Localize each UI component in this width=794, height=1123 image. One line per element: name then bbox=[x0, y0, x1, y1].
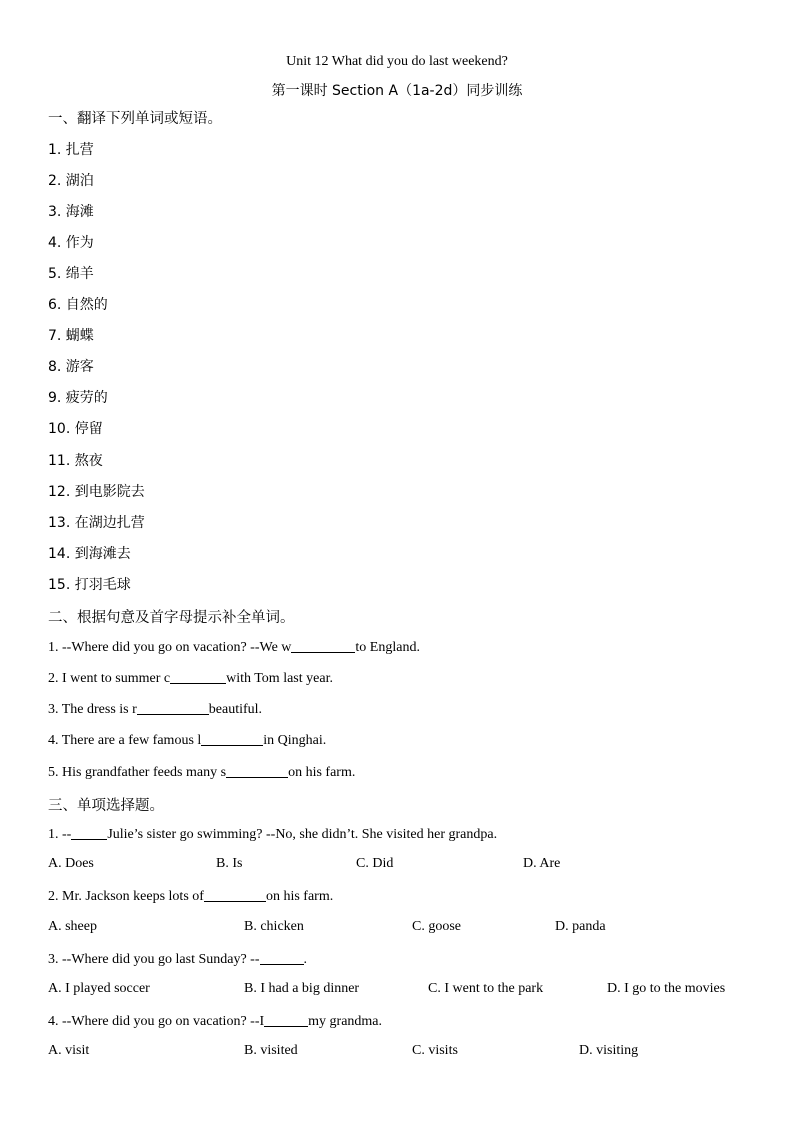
option-d[interactable]: D. Are bbox=[523, 856, 561, 871]
fill-item bbox=[48, 638, 420, 656]
option-a[interactable]: A. sheep bbox=[48, 919, 97, 934]
answer-blank[interactable] bbox=[264, 1012, 308, 1027]
question-text: on his farm. bbox=[265, 889, 334, 904]
answer-blank[interactable] bbox=[204, 887, 266, 902]
question-text: 3. --Where did you go last Sunday? -- bbox=[48, 952, 260, 967]
fill-item-text: with Tom last year. bbox=[226, 671, 333, 686]
option-a[interactable]: A. Does bbox=[48, 856, 94, 871]
answer-blank[interactable] bbox=[226, 763, 288, 778]
section1-heading: 一、翻译下列单词或短语。 bbox=[48, 111, 222, 127]
answer-blank[interactable] bbox=[201, 731, 263, 746]
vocab-item: 13. 在湖边扎营 bbox=[48, 515, 145, 531]
mc-question bbox=[48, 887, 333, 905]
mc-question bbox=[48, 950, 307, 968]
option-a[interactable]: A. visit bbox=[48, 1043, 90, 1058]
answer-blank[interactable] bbox=[291, 638, 355, 653]
vocab-item: 4. 作为 bbox=[48, 235, 94, 251]
answer-blank[interactable] bbox=[71, 825, 107, 840]
question-text: my grandma. bbox=[308, 1014, 383, 1029]
fill-item bbox=[48, 669, 333, 687]
vocab-item: 6. 自然的 bbox=[48, 297, 108, 313]
option-a[interactable]: A. I played soccer bbox=[48, 981, 150, 996]
fill-item-text: 1. --Where did you go on vacation? --We w bbox=[48, 640, 292, 655]
vocab-item: 9. 疲劳的 bbox=[48, 390, 108, 406]
option-b[interactable]: B. chicken bbox=[244, 919, 304, 934]
vocab-item: 15. 打羽毛球 bbox=[48, 577, 131, 593]
question-text: 1. -- bbox=[48, 827, 72, 842]
page-subtitle: 第一课时 Section A（1a-2d）同步训练 bbox=[271, 83, 523, 99]
vocab-item: 10. 停留 bbox=[48, 421, 103, 437]
question-text: . bbox=[303, 952, 307, 967]
fill-item bbox=[48, 731, 326, 749]
fill-item-text: to England. bbox=[355, 640, 420, 655]
vocab-item: 8. 游客 bbox=[48, 359, 94, 375]
option-c[interactable]: C. visits bbox=[412, 1043, 458, 1058]
vocab-item: 1. 扎营 bbox=[48, 142, 94, 158]
fill-item-text: 4. There are a few famous l bbox=[48, 733, 202, 748]
fill-item-text: 3. The dress is r bbox=[48, 702, 137, 717]
fill-item bbox=[48, 700, 262, 718]
answer-blank[interactable] bbox=[170, 669, 226, 684]
option-c[interactable]: C. Did bbox=[356, 856, 394, 871]
section3-heading: 三、单项选择题。 bbox=[48, 798, 164, 814]
vocab-item: 7. 蝴蝶 bbox=[48, 328, 94, 344]
option-b[interactable]: B. visited bbox=[244, 1043, 298, 1058]
vocab-item: 11. 熬夜 bbox=[48, 453, 103, 469]
option-b[interactable]: B. I had a big dinner bbox=[244, 981, 360, 996]
fill-item-text: beautiful. bbox=[208, 702, 263, 717]
question-text: Julie’s sister go swimming? --No, she didn’t. She visited her grandpa. bbox=[107, 827, 498, 842]
vocab-item: 14. 到海滩去 bbox=[48, 546, 131, 562]
fill-item-text: on his farm. bbox=[288, 765, 356, 780]
fill-item-text: 5. His grandfather feeds many s bbox=[48, 765, 227, 780]
fill-item-text: 2. I went to summer c bbox=[48, 671, 171, 686]
fill-item bbox=[48, 763, 355, 781]
page-title: Unit 12 What did you do last weekend? bbox=[286, 54, 508, 69]
answer-blank[interactable] bbox=[137, 700, 209, 715]
option-c[interactable]: C. goose bbox=[412, 919, 461, 934]
option-b[interactable]: B. Is bbox=[216, 856, 243, 871]
fill-item-text: in Qinghai. bbox=[263, 733, 327, 748]
vocab-item: 5. 绵羊 bbox=[48, 266, 94, 282]
question-text: 2. Mr. Jackson keeps lots of bbox=[48, 889, 204, 904]
mc-question bbox=[48, 825, 497, 843]
question-text: 4. --Where did you go on vacation? --I bbox=[48, 1014, 265, 1029]
answer-blank[interactable] bbox=[260, 950, 304, 965]
option-d[interactable]: D. I go to the movies bbox=[607, 981, 726, 996]
vocab-item: 12. 到电影院去 bbox=[48, 484, 145, 500]
mc-question bbox=[48, 1012, 382, 1030]
option-d[interactable]: D. panda bbox=[555, 919, 606, 934]
option-c[interactable]: C. I went to the park bbox=[428, 981, 544, 996]
option-d[interactable]: D. visiting bbox=[579, 1043, 639, 1058]
vocab-item: 3. 海滩 bbox=[48, 204, 94, 220]
vocab-item: 2. 湖泊 bbox=[48, 173, 94, 189]
section2-heading: 二、根据句意及首字母提示补全单词。 bbox=[48, 610, 295, 626]
